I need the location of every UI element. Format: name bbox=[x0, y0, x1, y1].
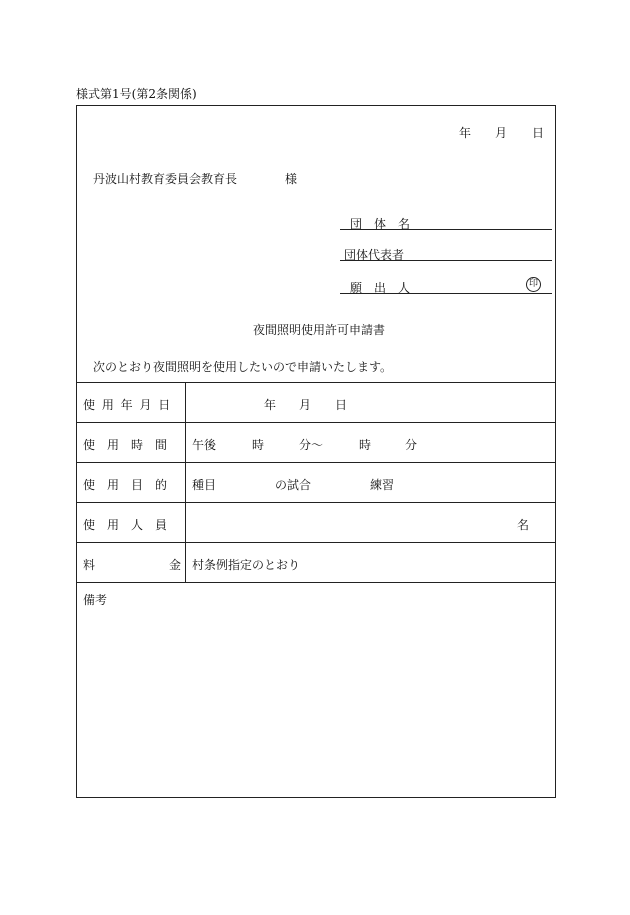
applicant-label: 願 出 人 bbox=[350, 281, 411, 295]
row-divider-4 bbox=[77, 542, 555, 543]
seal-mark: 印 bbox=[526, 277, 541, 292]
usage-time-end-minute: 分 bbox=[405, 438, 418, 452]
usage-date-label: 使 用 年 月 日 bbox=[83, 398, 172, 412]
fee-value: 村条例指定のとおり bbox=[192, 558, 301, 572]
fee-label-left: 料 bbox=[83, 558, 96, 572]
representative-line bbox=[340, 260, 552, 261]
usage-purpose-match: の試合 bbox=[275, 478, 312, 492]
remarks-label: 備考 bbox=[83, 593, 108, 607]
usage-date-day: 日 bbox=[335, 398, 348, 412]
addressee-name: 丹波山村教育委員会教育長 bbox=[93, 172, 238, 186]
row-divider-3 bbox=[77, 502, 555, 503]
date-year-label: 年 bbox=[459, 126, 472, 140]
form-title: 夜間照明使用許可申請書 bbox=[253, 323, 386, 337]
intro-text: 次のとおり夜間照明を使用したいので申請いたします。 bbox=[93, 360, 393, 374]
usage-time-label: 使 用 時 間 bbox=[83, 438, 168, 452]
row-divider-1 bbox=[77, 422, 555, 423]
group-name-label: 団 体 名 bbox=[350, 217, 411, 231]
usage-time-pm: 午後 bbox=[192, 438, 217, 452]
label-column-divider bbox=[185, 382, 186, 582]
usage-purpose-label: 使 用 目 的 bbox=[83, 478, 168, 492]
date-month-label: 月 bbox=[495, 126, 508, 140]
representative-label: 団体代表者 bbox=[344, 248, 405, 262]
row-divider-2 bbox=[77, 462, 555, 463]
addressee-honorific: 様 bbox=[285, 172, 298, 186]
usage-purpose-practice: 練習 bbox=[370, 478, 395, 492]
table-top-line bbox=[77, 382, 555, 383]
group-name-line bbox=[340, 229, 552, 230]
usage-time-start-minute: 分～ bbox=[299, 438, 324, 452]
form-number: 様式第1号(第2条関係) bbox=[76, 87, 197, 101]
usage-time-start-hour: 時 bbox=[252, 438, 265, 452]
usage-purpose-event: 種目 bbox=[192, 478, 217, 492]
row-divider-5 bbox=[77, 582, 555, 583]
usage-people-unit: 名 bbox=[517, 518, 530, 532]
fee-label-right: 金 bbox=[169, 558, 182, 572]
application-form bbox=[76, 105, 556, 798]
usage-people-label: 使 用 人 員 bbox=[83, 518, 168, 532]
applicant-line bbox=[340, 293, 552, 294]
date-day-label: 日 bbox=[532, 126, 545, 140]
usage-date-year: 年 bbox=[264, 398, 277, 412]
usage-time-end-hour: 時 bbox=[359, 438, 372, 452]
usage-date-month: 月 bbox=[299, 398, 312, 412]
